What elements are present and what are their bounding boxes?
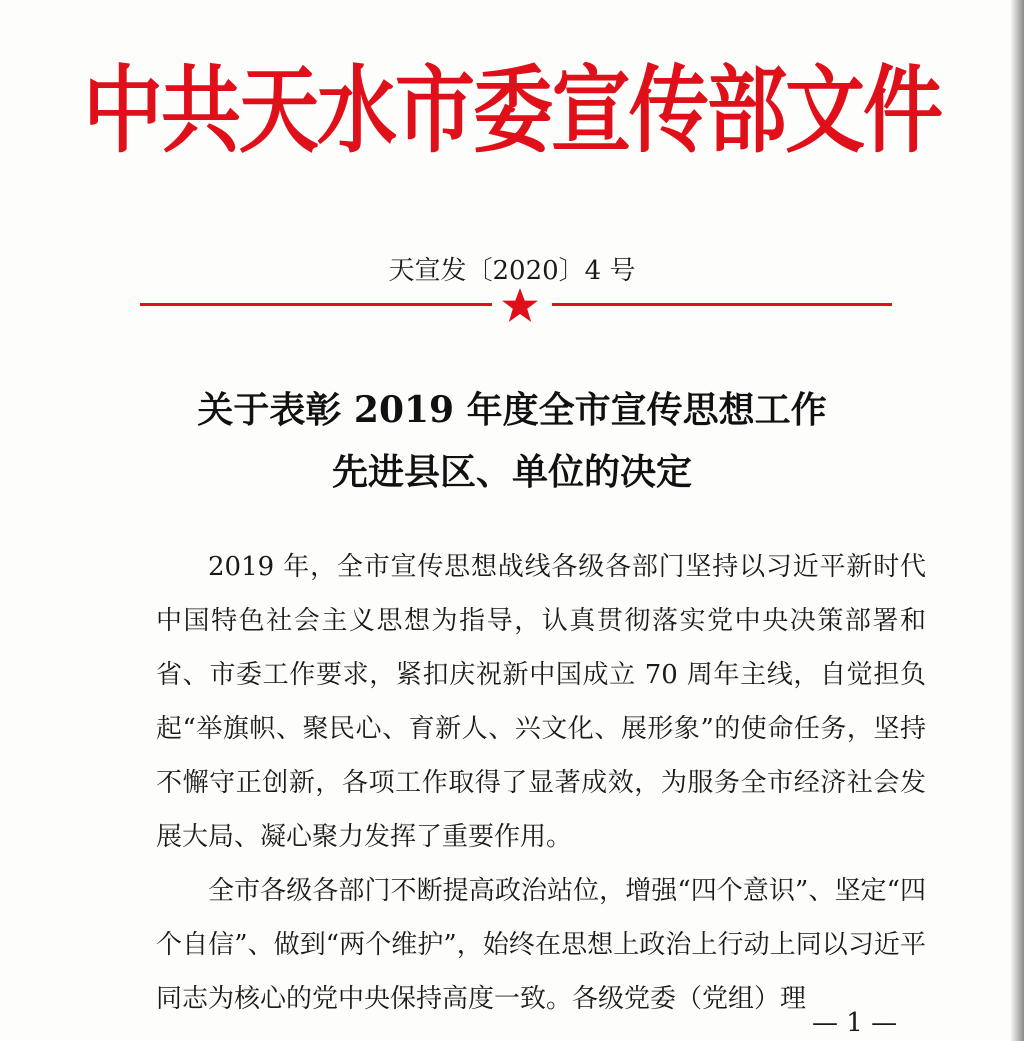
document-body (156, 540, 926, 1026)
document-number: 天宣发〔2020〕4 号 (388, 256, 636, 286)
red-divider-left (140, 303, 492, 306)
body-paragraph: 全市各级各部门不断提高政治站位，增强“四个意识”、坚定“四个自信”、做到“两个维护”，始终在思想上政治上行动上同以习近平同志为核心的党中央保持高度一致。各级党委（党组）理 (156, 876, 926, 1014)
page-number: — 1 — (812, 1008, 898, 1038)
red-divider-right (552, 303, 892, 306)
red-star-icon (500, 286, 540, 326)
document-title-line-2: 先进县区、单位的决定 (331, 451, 692, 493)
masthead-title: 中共天水市委宣传部文件 (83, 55, 941, 166)
scan-edge-shadow (1010, 0, 1024, 1041)
body-paragraph: 2019 年，全市宣传思想战线各级各部门坚持以习近平新时代中国特色社会主义思想为指导，认真贯彻落实党中央决策部署和省、市委工作要求，紧扣庆祝新中国成立 70 周年主线，自觉担负起“举旗帜、聚民心、育新人、兴文化、展形象”的使命任务，坚持不懈守正创新，各项工作取得了显著成效，为服务全市经济社会发展大局、凝心聚力发挥了重要作用。 (156, 552, 926, 852)
document-title-line-1: 关于表彰 2019 年度全市宣传思想工作 (197, 389, 827, 431)
